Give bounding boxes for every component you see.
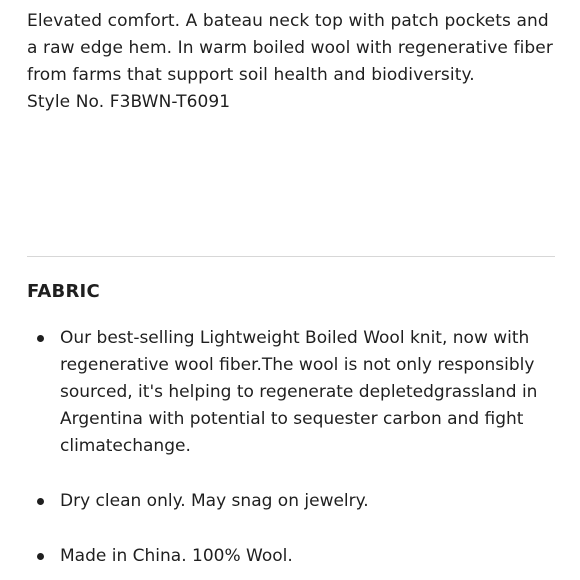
bullet-icon (37, 553, 44, 560)
list-item (27, 488, 557, 515)
list-item-text: Dry clean only. May snag on jewelry. (60, 491, 369, 511)
fabric-section-title: FABRIC (27, 281, 100, 302)
bullet-icon (37, 335, 44, 342)
list-item-text: Made in China. 100% Wool. (60, 546, 293, 566)
list-item-text: Our best-selling Lightweight Boiled Wool knit, now with regenerative wool fiber.The wool is not only responsibly sourced, it's helping to regenerate depletedgrassland in Argentina with potential to sequester carbon and fight climatechange. (60, 328, 538, 456)
list-item (27, 543, 557, 570)
product-description (27, 8, 557, 116)
bullet-icon (37, 498, 44, 505)
section-divider (27, 256, 555, 257)
list-item (27, 325, 557, 460)
fabric-details-list (27, 325, 557, 570)
description-text: Elevated comfort. A bateau neck top with patch pockets and a raw edge hem. In warm boiled wool with regenerative fiber from farms that support soil health and biodiversity. (27, 11, 553, 85)
style-number: Style No. F3BWN-T6091 (27, 92, 231, 112)
